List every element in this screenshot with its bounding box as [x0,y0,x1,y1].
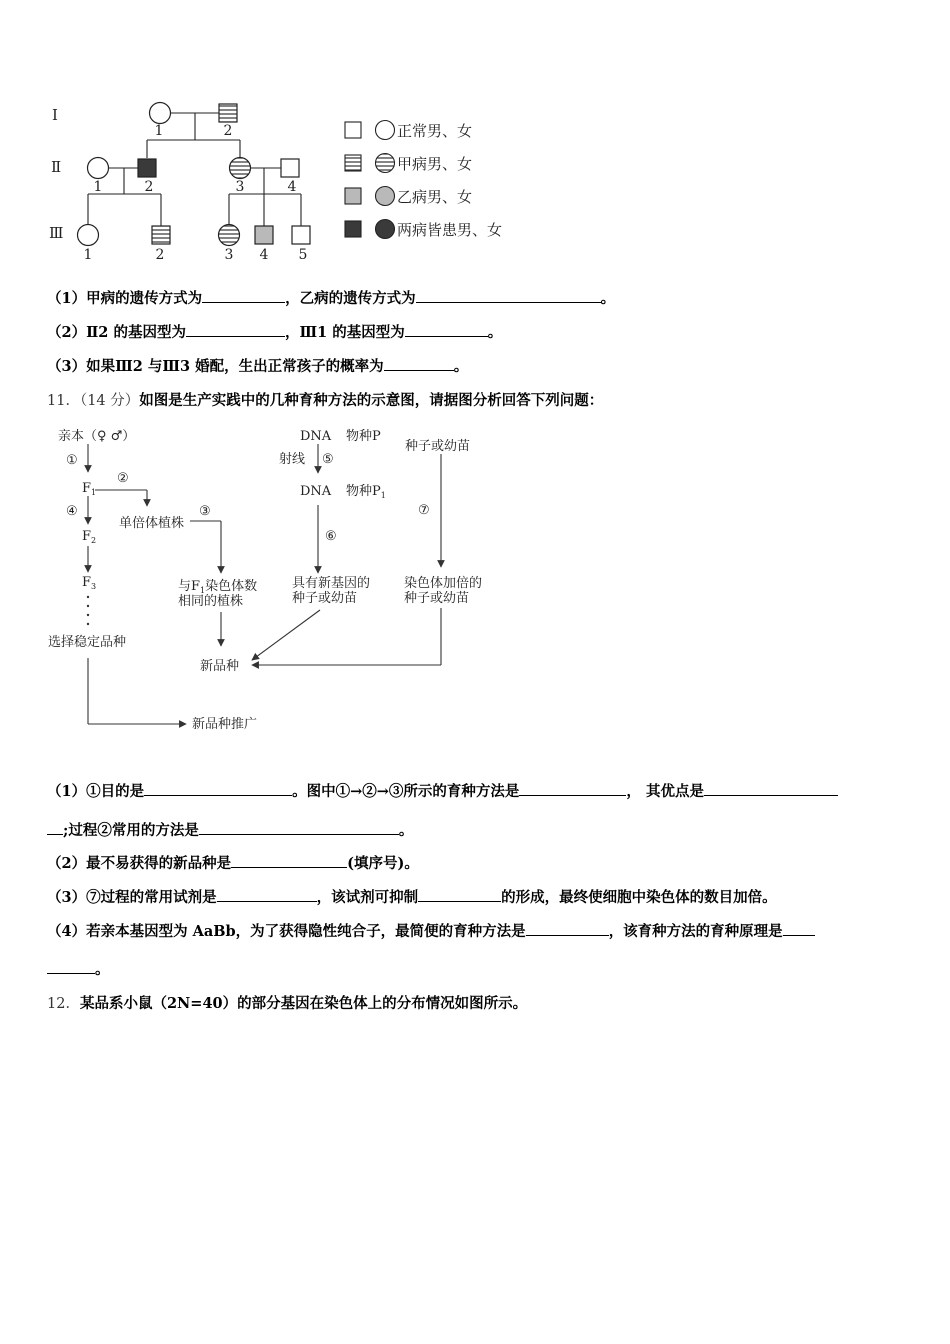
q11-part1-line2: ;过程②常用的方法是 。 [47,819,413,840]
pedigree-III3-disease-a-female [219,225,240,246]
pedigree-II1-normal-female [88,158,109,179]
num-III5: 5 [298,247,308,263]
answer-blank[interactable] [144,781,292,796]
diagram-doubled-2: 种子或幼苗 [404,591,470,606]
pedigree-I2-disease-a-male [219,104,237,122]
legend-disease-a: 甲病男、女 [397,155,473,173]
diagram-f3: $F_3$ [82,575,97,591]
diagram-ray: 射线 [279,452,306,467]
legend-disease-b: 乙病男、女 [397,188,473,206]
diagram-step-4: ④ [66,504,78,519]
q10-part3: （3）如果Ⅲ2 与Ⅲ3 婚配，生出正常孩子的概率为 。 [47,358,469,375]
answer-blank[interactable] [384,356,454,371]
answer-blank[interactable] [231,853,347,868]
pedigree-legend [345,121,502,240]
num-III4: 4 [259,247,269,263]
gen-label-I: Ⅰ [52,106,58,124]
diagram-same-chrom-1: 与$F_1$染色体数 [178,579,258,595]
num-III3: 3 [224,247,234,263]
num-III1: 1 [83,247,93,263]
answer-blank[interactable] [783,921,815,936]
q12-stem: 12．某品系小鼠（2N=40）的部分基因在染色体上的分布情况如图所示。 [47,995,528,1012]
diagram-new-gene-2: 种子或幼苗 [292,591,358,606]
diagram-step-5: ⑤ [322,452,334,467]
answer-blank[interactable] [199,820,399,835]
diagram-step-6: ⑥ [325,529,337,544]
pedigree-III2-disease-a-male [152,226,170,244]
diagram-species-p: 物种P [346,429,381,444]
answer-blank[interactable] [186,322,285,337]
num-II4: 4 [287,179,297,195]
diagram-step-1: ① [66,453,78,468]
diagram-step-3: ③ [199,504,211,519]
diagram-step-2: ② [117,471,129,486]
diagram-parent: 亲本（♀ ♂） [58,429,136,444]
answer-blank[interactable] [202,288,285,303]
answer-blank[interactable] [526,921,609,936]
diagram-dna-2: DNA [300,484,332,499]
q10-part1: （1）甲病的遗传方式为 ，乙病的遗传方式为 。 [47,290,616,307]
diagram-new-variety: 新品种 [200,659,240,674]
diagram-haploid: 单倍体植株 [119,516,185,531]
q11-part1-line1: （1）①目的是 。图中①→②→③所示的育种方法是 ， 其优点是 [47,780,838,801]
diagram-f2: $F_2$ [82,529,97,545]
diagram-same-chrom-2: 相同的植株 [178,594,244,609]
diagram-promote: 新品种推广 [192,717,258,732]
answer-blank[interactable] [418,887,501,902]
gen-label-II: Ⅱ [51,158,62,176]
diagram-step-7: ⑦ [418,503,430,518]
diagram-seed: 种子或幼苗 [405,439,471,454]
num-II2: 2 [144,179,154,195]
pedigree-III5-normal-male [292,226,310,244]
pedigree-I1-normal-female [150,103,171,124]
diagram-f1: $F_1$ [82,481,97,497]
answer-blank[interactable] [47,959,95,974]
pedigree-III4-disease-b-male [255,226,273,244]
answer-blank[interactable] [405,322,488,337]
answer-blank[interactable] [519,781,626,796]
num-II1: 1 [93,179,103,195]
pedigree-II4-normal-male [281,159,299,177]
legend-both: 两病皆患男、女 [397,221,503,239]
pedigree-II2-both-diseases-male [138,159,156,177]
answer-blank[interactable] [704,781,838,796]
answer-blank[interactable] [416,288,601,303]
q10-part2: （2）Ⅱ2 的基因型为 ，Ⅲ1 的基因型为 。 [47,324,503,341]
legend-normal: 正常男、女 [397,122,473,140]
q11-part3: （3）⑦过程的常用试剂是 ，该试剂可抑制 的形成，最终使细胞中染色体的数目加倍。 [47,889,777,906]
diagram-new-gene-1: 具有新基因的 [292,576,371,591]
diagram-select-stable: 选择稳定品种 [48,635,127,650]
answer-blank[interactable] [217,887,317,902]
diagram-species-p1: 物种$P_1$ [346,484,386,500]
gen-label-III: Ⅲ [49,224,64,242]
q11-part4-line1: （4）若亲本基因型为 AaBb，为了获得隐性纯合子，最简便的育种方法是 ，该育种方法的育种原理是 [47,920,815,941]
num-II3: 3 [235,179,245,195]
breeding-methods-diagram [0,420,950,750]
q11-stem: 11．（14 分）如图是生产实践中的几种育种方法的示意图，请据图分析回答下列问题： [47,392,604,409]
q11-part4-line2: 。 [47,958,110,979]
num-III2: 2 [155,247,165,263]
pedigree-chart [0,0,950,270]
num-I1: 1 [154,123,164,139]
diagram-doubled-1: 染色体加倍的 [404,576,483,591]
q11-part2: （2）最不易获得的新品种是 (填序号)。 [47,855,419,872]
num-I2: 2 [223,123,233,139]
pedigree-II3-disease-a-female [230,158,251,179]
pedigree-III1-normal-female [78,225,99,246]
diagram-dna-1: DNA [300,429,332,444]
answer-blank[interactable] [47,820,63,835]
